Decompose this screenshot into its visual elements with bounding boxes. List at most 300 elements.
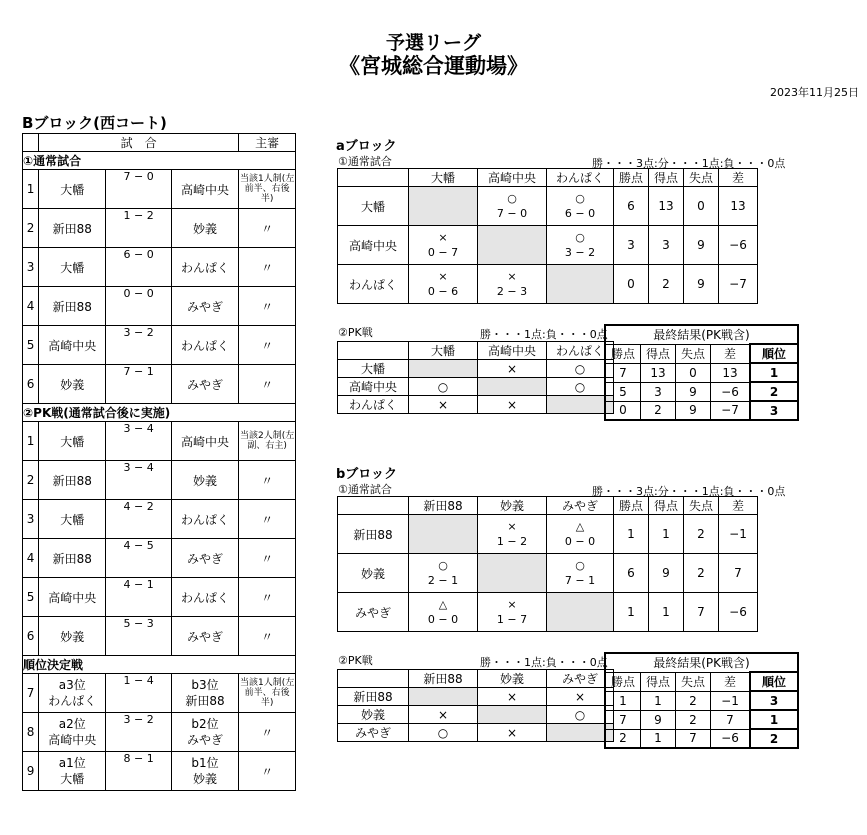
stat-cell: 2: [649, 265, 684, 304]
result-mark: ×: [507, 520, 517, 533]
stat-cell: 9: [684, 265, 719, 304]
ditto-mark: 〃: [239, 500, 296, 539]
column-team: 高崎中央: [478, 342, 547, 360]
score: 1 − 4: [106, 674, 171, 713]
standings-table: [337, 168, 758, 304]
table-cell: [338, 342, 409, 360]
ditto-mark: 〃: [239, 539, 296, 578]
table-row: [338, 265, 758, 304]
score: 4 − 5: [106, 539, 171, 578]
match-number: 8: [23, 713, 39, 752]
table-row: [605, 710, 798, 729]
row-team: 高崎中央: [338, 378, 409, 396]
table-row: [23, 326, 296, 365]
result-mark: △: [575, 520, 585, 533]
self-cell: [409, 187, 478, 226]
result-score: 3 − 2: [564, 246, 596, 259]
table-cell: [338, 670, 409, 688]
team-home: 大幡: [39, 500, 106, 539]
pk-table: [337, 669, 614, 742]
table-row: [23, 752, 296, 791]
team-away: みやぎ: [171, 365, 238, 404]
column-team: みやぎ: [547, 497, 614, 515]
table-row: [338, 706, 614, 724]
stat-cell: 7: [719, 554, 758, 593]
stat-cell: 3: [614, 226, 649, 265]
row-team: 妙義: [338, 706, 409, 724]
stat-cell: 3: [641, 382, 676, 401]
score: 3 − 4: [106, 461, 171, 500]
pk-result: ×: [478, 396, 547, 414]
pk-result: ×: [478, 360, 547, 378]
score: 5 − 3: [106, 617, 171, 656]
referee-note: 当該2人制(左副、右主): [239, 422, 296, 461]
final-title: 最終結果(PK戦含): [605, 325, 798, 344]
rank-cell: 3: [750, 691, 798, 710]
stat-cell: −7: [719, 265, 758, 304]
column-header: 差: [719, 169, 758, 187]
row-team: みやぎ: [338, 593, 409, 632]
points-rule: 勝・・・3点:分・・・1点:負・・・0点: [592, 485, 786, 498]
result-cell: [547, 554, 614, 593]
result-mark: ○: [575, 559, 585, 572]
team-name: わんぱく: [48, 694, 97, 708]
points-rule: 勝・・・3点:分・・・1点:負・・・0点: [592, 157, 786, 170]
result-cell: [547, 226, 614, 265]
score: 0 − 0: [106, 287, 171, 326]
result-mark: ×: [438, 231, 448, 244]
section-title: ②PK戦: [338, 326, 373, 339]
column-header: 差: [711, 672, 751, 691]
header-match: 試 合: [39, 134, 239, 152]
match-number: 9: [23, 752, 39, 791]
stat-cell: 13: [649, 187, 684, 226]
team-home: [39, 674, 106, 713]
column-team: 大幡: [409, 169, 478, 187]
pk-result: ×: [409, 706, 478, 724]
column-header: 勝点: [614, 497, 649, 515]
page-title: 予選リーグ: [385, 32, 481, 54]
column-team: わんぱく: [547, 342, 614, 360]
score: 6 − 0: [106, 248, 171, 287]
referee-note: 当該1人制(左前半、右後半): [239, 170, 296, 209]
seed-label: a3位: [58, 678, 86, 692]
team-home: 新田88: [39, 209, 106, 248]
column-header: 失点: [684, 497, 719, 515]
table-row: [23, 461, 296, 500]
match-number: 2: [23, 461, 39, 500]
stat-cell: 1: [641, 729, 676, 748]
result-score: 1 − 2: [496, 535, 528, 548]
stat-cell: 6: [614, 187, 649, 226]
stat-cell: 7: [605, 710, 641, 729]
stat-cell: 9: [649, 554, 684, 593]
table-row: [23, 209, 296, 248]
ditto-mark: 〃: [239, 461, 296, 500]
result-mark: ○: [575, 192, 585, 205]
pk-result: ○: [409, 378, 478, 396]
section-title: ①通常試合: [338, 483, 392, 496]
result-score: 0 − 7: [427, 246, 459, 259]
table-row: [23, 287, 296, 326]
stat-cell: 0: [676, 363, 711, 382]
match-number: 7: [23, 674, 39, 713]
match-number: 5: [23, 578, 39, 617]
row-team: わんぱく: [338, 265, 409, 304]
column-header: 得点: [641, 672, 676, 691]
team-away: みやぎ: [171, 539, 238, 578]
match-number: 4: [23, 539, 39, 578]
table-row: [23, 578, 296, 617]
score: 7 − 1: [106, 365, 171, 404]
table-row: [338, 187, 758, 226]
team-home: 新田88: [39, 461, 106, 500]
table-row: [605, 691, 798, 710]
ditto-mark: 〃: [239, 752, 296, 791]
table-row: [338, 688, 614, 706]
result-score: 1 − 7: [496, 613, 528, 626]
stat-cell: 5: [605, 382, 641, 401]
rank-cell: 3: [750, 401, 798, 420]
column-header: 勝点: [605, 672, 641, 691]
points-rule: 勝・・・1点:負・・・0点: [480, 328, 608, 341]
pk-table: [337, 341, 614, 414]
rank-header: 順位: [750, 672, 798, 691]
column-team: 新田88: [409, 497, 478, 515]
result-score: 6 − 0: [564, 207, 596, 220]
seed-label: a2位: [58, 717, 86, 731]
column-header: 差: [711, 344, 751, 363]
row-team: みやぎ: [338, 724, 409, 742]
column-team: みやぎ: [547, 670, 614, 688]
self-cell: [547, 265, 614, 304]
team-away: 妙義: [171, 209, 238, 248]
team-away: 妙義: [171, 461, 238, 500]
stat-cell: 2: [641, 401, 676, 420]
stat-cell: 7: [711, 710, 751, 729]
result-cell: [409, 226, 478, 265]
ditto-mark: 〃: [239, 713, 296, 752]
column-team: 高崎中央: [478, 169, 547, 187]
column-team: 大幡: [409, 342, 478, 360]
result-cell: [409, 265, 478, 304]
team-home: 新田88: [39, 539, 106, 578]
team-away: みやぎ: [171, 617, 238, 656]
rank-cell: 1: [750, 363, 798, 382]
team-away: [171, 713, 238, 752]
table-cell: [23, 134, 39, 152]
result-mark: △: [438, 598, 448, 611]
header-ref: 主審: [239, 134, 296, 152]
result-mark: ×: [438, 270, 448, 283]
team-home: 妙義: [39, 617, 106, 656]
score: 4 − 1: [106, 578, 171, 617]
self-cell: [409, 515, 478, 554]
referee-note: 当該1人制(左前半、右後半): [239, 674, 296, 713]
table-row: [338, 360, 614, 378]
self-cell: [409, 360, 478, 378]
stat-cell: −1: [719, 515, 758, 554]
row-team: 大幡: [338, 360, 409, 378]
stat-cell: 2: [605, 729, 641, 748]
pk-result: ○: [547, 360, 614, 378]
table-cell: [338, 497, 409, 515]
stat-cell: 13: [719, 187, 758, 226]
team-home: 新田88: [39, 287, 106, 326]
table-row: [23, 248, 296, 287]
block-title: bブロック: [336, 467, 398, 482]
result-mark: ○: [507, 192, 517, 205]
team-away: わんぱく: [171, 500, 238, 539]
schedule-table: [22, 133, 296, 791]
column-team: わんぱく: [547, 169, 614, 187]
team-name: 新田88: [185, 694, 225, 708]
column-team: 妙義: [478, 670, 547, 688]
row-team: 大幡: [338, 187, 409, 226]
pk-result: ○: [547, 378, 614, 396]
stat-cell: 9: [676, 401, 711, 420]
result-score: 7 − 0: [496, 207, 528, 220]
team-home: 大幡: [39, 422, 106, 461]
final-result-table: [604, 324, 799, 421]
seed-label: b1位: [191, 756, 219, 770]
team-home: 大幡: [39, 248, 106, 287]
stat-cell: −7: [711, 401, 751, 420]
stat-cell: 2: [676, 691, 711, 710]
stat-cell: 1: [641, 691, 676, 710]
result-score: 2 − 3: [496, 285, 528, 298]
seed-label: b3位: [191, 678, 219, 692]
team-home: 高崎中央: [39, 326, 106, 365]
table-row: [23, 170, 296, 209]
team-away: 高崎中央: [171, 170, 238, 209]
row-team: 新田88: [338, 688, 409, 706]
stat-cell: 3: [649, 226, 684, 265]
result-cell: [547, 187, 614, 226]
ditto-mark: 〃: [239, 209, 296, 248]
match-number: 3: [23, 500, 39, 539]
score: 3 − 4: [106, 422, 171, 461]
stat-cell: 1: [614, 515, 649, 554]
pk-result: ○: [409, 724, 478, 742]
result-score: 7 − 1: [564, 574, 596, 587]
team-away: わんぱく: [171, 578, 238, 617]
table-row: [338, 226, 758, 265]
column-header: 勝点: [614, 169, 649, 187]
final-title: 最終結果(PK戦含): [605, 653, 798, 672]
table-row: [338, 593, 758, 632]
final-result-table: [604, 652, 799, 749]
team-away: わんぱく: [171, 326, 238, 365]
column-header: 勝点: [605, 344, 641, 363]
table-row: [23, 365, 296, 404]
result-mark: ○: [438, 559, 448, 572]
match-number: 5: [23, 326, 39, 365]
section-title: ②PK戦: [338, 654, 373, 667]
ditto-mark: 〃: [239, 617, 296, 656]
table-row: [338, 554, 758, 593]
match-number: 6: [23, 617, 39, 656]
result-cell: [409, 593, 478, 632]
table-row: [338, 378, 614, 396]
result-mark: ○: [575, 231, 585, 244]
table-row: [23, 674, 296, 713]
stat-cell: 13: [711, 363, 751, 382]
team-away: みやぎ: [171, 287, 238, 326]
row-team: 高崎中央: [338, 226, 409, 265]
stat-cell: 2: [676, 710, 711, 729]
team-home: 大幡: [39, 170, 106, 209]
score: 8 − 1: [106, 752, 171, 791]
section-title: ①通常試合: [23, 152, 296, 170]
match-number: 1: [23, 422, 39, 461]
team-home: [39, 713, 106, 752]
table-row: [338, 396, 614, 414]
team-home: 妙義: [39, 365, 106, 404]
column-header: 失点: [676, 672, 711, 691]
result-cell: [478, 593, 547, 632]
score: 3 − 2: [106, 326, 171, 365]
row-team: 妙義: [338, 554, 409, 593]
rank-cell: 1: [750, 710, 798, 729]
column-header: 得点: [649, 169, 684, 187]
result-score: 2 − 1: [427, 574, 459, 587]
result-score: 0 − 6: [427, 285, 459, 298]
seed-label: b2位: [191, 717, 219, 731]
self-cell: [409, 688, 478, 706]
stat-cell: 2: [684, 515, 719, 554]
table-row: [23, 713, 296, 752]
stat-cell: −1: [711, 691, 751, 710]
stat-cell: 1: [649, 593, 684, 632]
points-rule: 勝・・・1点:負・・・0点: [480, 656, 608, 669]
rank-cell: 2: [750, 382, 798, 401]
date: 2023年11月25日: [770, 86, 859, 99]
self-cell: [547, 593, 614, 632]
pk-result: ×: [478, 724, 547, 742]
result-cell: [547, 515, 614, 554]
team-name: みやぎ: [186, 733, 223, 747]
score: 4 − 2: [106, 500, 171, 539]
stat-cell: −6: [719, 226, 758, 265]
column-header: 得点: [649, 497, 684, 515]
pk-result: ×: [478, 688, 547, 706]
column-header: 差: [719, 497, 758, 515]
section-title: 順位決定戦: [23, 656, 296, 674]
stat-cell: 9: [676, 382, 711, 401]
pk-result: ×: [547, 688, 614, 706]
table-row: [23, 617, 296, 656]
rank-header: 順位: [750, 344, 798, 363]
block-title: aブロック: [336, 139, 397, 154]
stat-cell: 7: [684, 593, 719, 632]
column-team: 新田88: [409, 670, 478, 688]
table-row: [605, 363, 798, 382]
team-name: 妙義: [192, 772, 217, 786]
match-number: 1: [23, 170, 39, 209]
match-number: 4: [23, 287, 39, 326]
table-row: [23, 500, 296, 539]
team-away: [171, 752, 238, 791]
match-number: 6: [23, 365, 39, 404]
row-team: 新田88: [338, 515, 409, 554]
stat-cell: 2: [684, 554, 719, 593]
team-away: [171, 674, 238, 713]
column-header: 失点: [676, 344, 711, 363]
stat-cell: 0: [614, 265, 649, 304]
venue-title: 《宮城総合運動場》: [339, 54, 528, 78]
stat-cell: 0: [684, 187, 719, 226]
stat-cell: 1: [649, 515, 684, 554]
self-cell: [478, 554, 547, 593]
result-cell: [478, 265, 547, 304]
stat-cell: 7: [605, 363, 641, 382]
team-name: 高崎中央: [48, 733, 97, 747]
stat-cell: −6: [711, 382, 751, 401]
stat-cell: 9: [641, 710, 676, 729]
row-team: わんぱく: [338, 396, 409, 414]
self-cell: [478, 378, 547, 396]
stat-cell: 9: [684, 226, 719, 265]
seed-label: a1位: [58, 756, 86, 770]
stat-cell: 13: [641, 363, 676, 382]
team-name: 大幡: [60, 772, 85, 786]
ditto-mark: 〃: [239, 248, 296, 287]
score: 3 − 2: [106, 713, 171, 752]
table-row: [338, 515, 758, 554]
ditto-mark: 〃: [239, 287, 296, 326]
ditto-mark: 〃: [239, 365, 296, 404]
result-mark: ×: [507, 598, 517, 611]
stat-cell: 0: [605, 401, 641, 420]
team-away: わんぱく: [171, 248, 238, 287]
result-score: 0 − 0: [564, 535, 596, 548]
team-away: 高崎中央: [171, 422, 238, 461]
result-cell: [478, 187, 547, 226]
stat-cell: 6: [614, 554, 649, 593]
column-header: 失点: [684, 169, 719, 187]
pk-result: ×: [409, 396, 478, 414]
result-cell: [478, 515, 547, 554]
table-row: [605, 401, 798, 420]
column-header: 得点: [641, 344, 676, 363]
table-row: [338, 724, 614, 742]
stat-cell: −6: [711, 729, 751, 748]
score: 1 − 2: [106, 209, 171, 248]
ditto-mark: 〃: [239, 578, 296, 617]
score: 7 − 0: [106, 170, 171, 209]
rank-cell: 2: [750, 729, 798, 748]
ditto-mark: 〃: [239, 326, 296, 365]
pk-result: ○: [547, 706, 614, 724]
self-cell: [478, 706, 547, 724]
result-cell: [409, 554, 478, 593]
column-team: 妙義: [478, 497, 547, 515]
table-row: [23, 539, 296, 578]
section-title: ①通常試合: [338, 155, 392, 168]
result-score: 0 − 0: [427, 613, 459, 626]
stat-cell: 7: [676, 729, 711, 748]
table-cell: [338, 169, 409, 187]
match-number: 3: [23, 248, 39, 287]
block-title: Bブロック(西コート): [22, 114, 167, 132]
standings-table: [337, 496, 758, 632]
table-row: [23, 422, 296, 461]
stat-cell: −6: [719, 593, 758, 632]
self-cell: [478, 226, 547, 265]
match-number: 2: [23, 209, 39, 248]
table-row: [605, 382, 798, 401]
